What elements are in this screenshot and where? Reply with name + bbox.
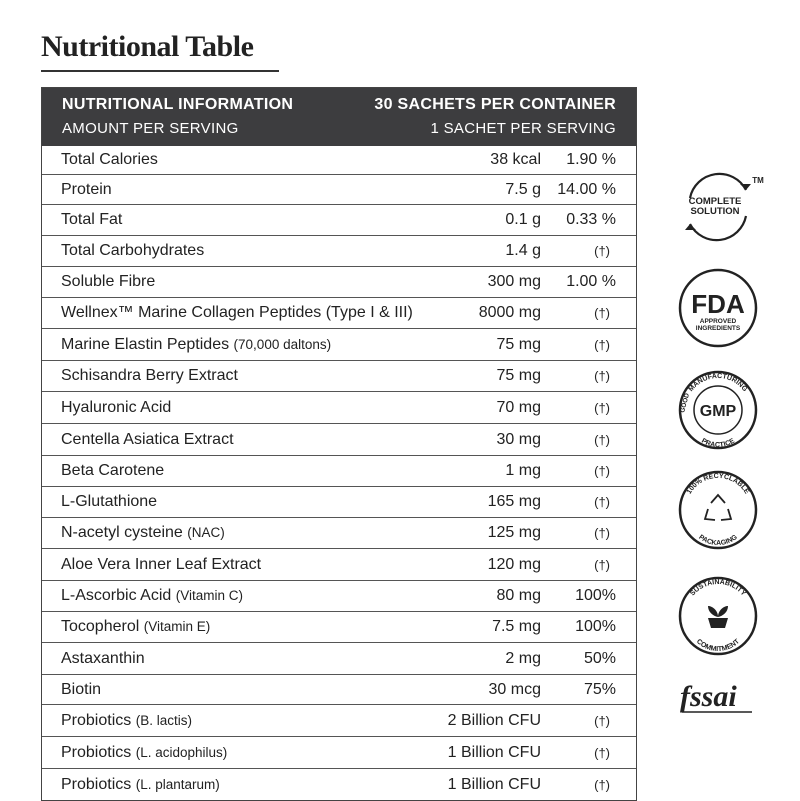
nutrient-name bbox=[61, 650, 145, 668]
nutrient-daily-value: (†) bbox=[594, 432, 610, 447]
table-body bbox=[42, 146, 636, 800]
table-row bbox=[42, 235, 636, 266]
nutrient-daily-value: (†) bbox=[594, 777, 610, 792]
table-header bbox=[42, 88, 636, 146]
nutrient-note: (70,000 daltons) bbox=[233, 336, 332, 352]
nutrient-daily-value: (†) bbox=[594, 463, 610, 479]
recyclable-packaging-badge bbox=[668, 465, 768, 555]
commitment-text: COMMITMENT bbox=[694, 638, 742, 654]
nutrient-name bbox=[61, 242, 204, 260]
nutrient-name bbox=[61, 556, 261, 574]
nutrient-daily-value: (†) bbox=[594, 713, 610, 728]
nutrient-note: (Vitamin E) bbox=[143, 619, 211, 634]
nutrient-amount: 165 mg bbox=[487, 493, 541, 510]
table-row bbox=[42, 736, 636, 768]
table-row bbox=[42, 204, 636, 235]
nutrient-name bbox=[61, 493, 157, 511]
svg-text:MANUFACTURING bbox=[688, 373, 749, 394]
nutrient-label: Tocopherol bbox=[61, 618, 140, 635]
recyclable-text: 100% RECYCLABLE bbox=[685, 472, 751, 496]
table-row bbox=[42, 391, 636, 423]
gmp-practice-text: PRACTICE bbox=[700, 437, 736, 450]
nutrient-amount: 75 mg bbox=[496, 335, 541, 353]
nutrient-label: Total Calories bbox=[61, 151, 158, 168]
nutrient-name bbox=[61, 587, 243, 605]
nutrient-amount: 0.1 g bbox=[505, 211, 541, 228]
complete-solution-badge bbox=[668, 160, 768, 255]
nutrient-name bbox=[61, 336, 331, 354]
svg-text:SUSTAINABILITY bbox=[689, 579, 747, 598]
nutrient-daily-value: (†) bbox=[594, 243, 610, 259]
table-row bbox=[42, 423, 636, 455]
nutrient-label: Hyaluronic Acid bbox=[61, 398, 172, 416]
nutrient-amount: 7.5 mg bbox=[492, 618, 541, 635]
fssai-logo bbox=[668, 672, 768, 722]
nutrient-amount: 2 Billion CFU bbox=[447, 711, 541, 729]
svg-text:100% RECYCLABLE bbox=[686, 473, 751, 496]
nutrition-table bbox=[41, 87, 637, 801]
nutrient-amount: 70 mg bbox=[496, 398, 541, 416]
gmp-manufacturing-text: MANUFACTURING bbox=[687, 372, 749, 394]
table-row bbox=[42, 174, 636, 204]
nutrient-daily-value: (†) bbox=[594, 745, 610, 760]
nutrient-amount: 75 mg bbox=[496, 367, 541, 384]
nutrient-name bbox=[61, 462, 164, 480]
trademark-mark: TM bbox=[752, 176, 764, 185]
header-sachets-per-container: 30 SACHETS PER CONTAINER bbox=[374, 96, 616, 113]
packaging-text: PACKAGING bbox=[697, 533, 739, 548]
nutrient-amount: 30 mg bbox=[496, 430, 541, 448]
fda-text: FDA bbox=[691, 289, 745, 319]
table-row bbox=[42, 580, 636, 611]
nutrient-label: L-Glutathione bbox=[61, 493, 158, 510]
table-row bbox=[42, 455, 636, 486]
nutrient-daily-value: 100% bbox=[575, 618, 616, 635]
table-row bbox=[42, 328, 636, 360]
table-row bbox=[42, 146, 636, 174]
gmp-good-text: GOOD bbox=[679, 392, 692, 414]
nutrient-name bbox=[61, 681, 101, 699]
sustainability-badge bbox=[668, 570, 768, 662]
nutrient-daily-value: 1.00 % bbox=[566, 273, 616, 290]
nutrient-daily-value: (†) bbox=[594, 525, 610, 541]
gmp-badge bbox=[668, 365, 768, 455]
table-row bbox=[42, 611, 636, 642]
fda-approved-text: APPROVED bbox=[699, 318, 737, 325]
svg-text:PRACTICE bbox=[700, 437, 736, 449]
nutrient-label: Beta Carotene bbox=[61, 462, 165, 479]
table-row bbox=[42, 486, 636, 517]
nutrient-name bbox=[61, 211, 122, 229]
nutrient-label: Protein bbox=[61, 180, 112, 198]
nutrient-label: Centella Asiatica Extract bbox=[61, 430, 234, 448]
fda-approved-badge bbox=[668, 263, 768, 353]
table-row bbox=[42, 704, 636, 736]
nutrient-daily-value: 14.00 % bbox=[557, 180, 616, 198]
table-row bbox=[42, 360, 636, 391]
complete-solution-line1: COMPLETE bbox=[688, 196, 742, 207]
complete-solution-line2: SOLUTION bbox=[690, 206, 740, 217]
nutrient-label: Astaxanthin bbox=[61, 649, 145, 667]
nutrient-name bbox=[61, 618, 210, 636]
nutrient-amount: 7.5 g bbox=[505, 180, 541, 198]
fda-ingredients-text: INGREDIENTS bbox=[695, 325, 741, 332]
nutrient-name bbox=[61, 776, 220, 794]
table-row bbox=[42, 548, 636, 580]
nutrient-name bbox=[61, 151, 158, 169]
nutrient-label: Total Fat bbox=[61, 211, 123, 228]
header-amount-per-serving: AMOUNT PER SERVING bbox=[62, 120, 239, 137]
nutrient-amount: 80 mg bbox=[496, 587, 541, 604]
table-row bbox=[42, 642, 636, 674]
nutrient-daily-value: (†) bbox=[594, 305, 610, 321]
nutrient-label: Total Carbohydrates bbox=[61, 242, 205, 259]
nutrient-daily-value: (†) bbox=[594, 494, 610, 510]
nutrient-label: Probiotics bbox=[61, 743, 132, 761]
nutrient-name bbox=[61, 273, 155, 291]
title-underline bbox=[41, 70, 279, 72]
nutrient-label: Marine Elastin Peptides bbox=[61, 335, 230, 353]
nutrient-label: Aloe Vera Inner Leaf Extract bbox=[61, 555, 262, 573]
nutrient-label: Soluble Fibre bbox=[61, 273, 156, 290]
nutrient-name bbox=[61, 744, 227, 762]
nutrient-note: (Vitamin C) bbox=[175, 588, 243, 603]
recycle-icon bbox=[705, 495, 731, 520]
nutrient-label: Wellnex™ Marine Collagen Peptides (Type I & III) bbox=[61, 304, 413, 321]
nutrient-daily-value: 1.90 % bbox=[566, 151, 616, 168]
nutrient-amount: 30 mcg bbox=[488, 680, 541, 698]
nutrient-amount: 2 mg bbox=[505, 649, 541, 667]
nutrient-name bbox=[61, 524, 225, 542]
nutrient-name bbox=[61, 712, 192, 730]
nutrient-name bbox=[61, 431, 234, 449]
nutrient-daily-value: 100% bbox=[575, 587, 616, 604]
table-row bbox=[42, 674, 636, 704]
table-row bbox=[42, 266, 636, 297]
nutrient-name bbox=[61, 367, 238, 385]
nutrient-amount: 1 mg bbox=[505, 462, 541, 479]
nutrient-amount: 1 Billion CFU bbox=[447, 775, 541, 793]
nutrient-label: Probiotics bbox=[61, 711, 132, 729]
sustainability-text: SUSTAINABILITY bbox=[689, 578, 747, 598]
nutrient-note: (L. plantarum) bbox=[135, 776, 220, 792]
nutrient-name bbox=[61, 181, 112, 199]
nutrient-amount: 38 kcal bbox=[490, 151, 541, 168]
nutrient-amount: 120 mg bbox=[487, 555, 541, 573]
nutrient-name bbox=[61, 399, 171, 417]
nutrient-daily-value: 0.33 % bbox=[566, 211, 616, 228]
nutrient-label: Probiotics bbox=[61, 775, 132, 793]
gmp-text: GMP bbox=[699, 403, 737, 420]
fssai-text: fssai bbox=[680, 680, 737, 713]
nutrient-daily-value: 75% bbox=[583, 680, 616, 698]
nutrient-label: Schisandra Berry Extract bbox=[61, 367, 238, 384]
nutrient-amount: 125 mg bbox=[487, 524, 541, 541]
nutrient-note: (B. lactis) bbox=[135, 712, 192, 728]
nutrient-name bbox=[61, 304, 413, 322]
nutrient-amount: 300 mg bbox=[487, 273, 541, 290]
header-sachet-per-serving: 1 SACHET PER SERVING bbox=[430, 120, 616, 137]
nutrient-amount: 1.4 g bbox=[505, 242, 541, 259]
nutrient-daily-value: (†) bbox=[594, 368, 610, 384]
nutrient-note: (L. acidophilus) bbox=[135, 744, 228, 760]
nutrient-amount: 8000 mg bbox=[478, 304, 541, 321]
nutrient-label: Biotin bbox=[61, 680, 102, 698]
nutrient-daily-value: (†) bbox=[594, 400, 610, 415]
page-title: Nutritional Table bbox=[41, 30, 254, 63]
plant-pot-icon bbox=[708, 606, 728, 628]
nutrient-daily-value: (†) bbox=[594, 337, 610, 352]
table-row bbox=[42, 297, 636, 328]
table-row bbox=[42, 768, 636, 800]
nutrient-daily-value: 50% bbox=[583, 649, 616, 667]
table-row bbox=[42, 517, 636, 548]
nutrient-daily-value: (†) bbox=[594, 557, 610, 572]
header-nutritional-information: NUTRITIONAL INFORMATION bbox=[62, 96, 294, 113]
nutrient-label: N-acetyl cysteine bbox=[61, 524, 183, 541]
nutrient-note: (NAC) bbox=[187, 525, 225, 540]
nutrient-amount: 1 Billion CFU bbox=[447, 743, 541, 761]
nutrient-label: L-Ascorbic Acid bbox=[61, 587, 172, 604]
